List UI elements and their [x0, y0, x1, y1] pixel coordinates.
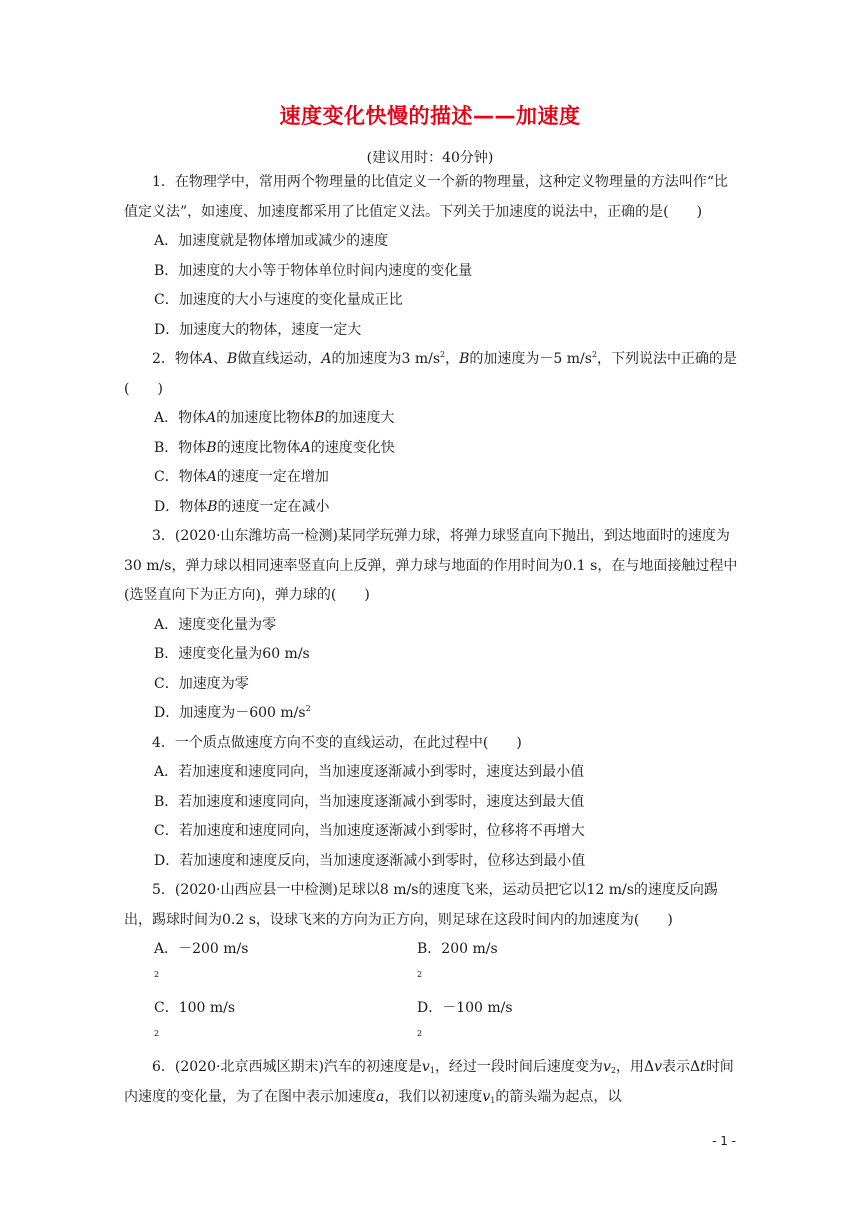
question-5-options-row-1: [124, 935, 740, 994]
question-1-option-c: C．加速度的大小与速度的变化量成正比: [154, 292, 403, 308]
question-4-option-a: A．若加速度和速度同向，当加速度逐渐减小到零时，速度达到最小值: [154, 764, 585, 780]
question-5-option-b: B．200 $m/s^2$: [417, 941, 498, 979]
question-2-option-d: D．物体B的速度一定在减小: [154, 498, 330, 515]
question-1-stem: 1．在物理学中，常用两个物理量的比值定义一个新的物理量，这种定义物理量的方法叫作“比值定义法”，如速度、加速度都采用了比值定义法。下列关于加速度的说法中，正确的是( ): [124, 174, 729, 220]
question-list: [124, 168, 740, 1112]
question-1-option-a: A．加速度就是物体增加或减少的速度: [154, 233, 389, 249]
question-3-option-c: C．加速度为零: [154, 675, 249, 692]
question-5-stem: 5．(2020·山西应县一中检测)足球以8 m/s的速度飞来，运动员把它以12 m/s的速度反向踢出，踢球时间为0.2 s，设球飞来的方向为正方向，则足球在这段时间内的加速度为( ): [124, 882, 718, 928]
question-5-option-c: C．100 $m/s^2$: [154, 1000, 236, 1038]
question-5-option-a: A．－200 $m/s^2$: [154, 941, 249, 979]
question-2-stem: 2．物体A、B做直线运动，A的加速度为3 $m/s^2$，B的加速度为－5 $m/s^2$，下列说法中正确的是( ): [124, 350, 738, 397]
page-title: 速度变化快慢的描述——加速度: [279, 104, 581, 128]
question-4-option-d: D．若加速度和速度反向，当加速度逐渐减小到零时，位移达到最小值: [154, 852, 586, 869]
suggested-time: (建议用时：40分钟): [366, 150, 494, 166]
question-5-option-d: D．－100 $m/s^2$: [417, 1000, 513, 1038]
question-1-option-d: D．加速度大的物体，速度一定大: [154, 321, 362, 338]
question-3-option-b: B．速度变化量为60 m/s: [154, 646, 310, 662]
question-3-option-d: D．加速度为－600 $m/s^2$: [154, 704, 311, 721]
question-4-stem: 4．一个质点做速度方向不变的直线运动，在此过程中( ): [152, 734, 522, 751]
question-4-option-c: C．若加速度和速度同向，当加速度逐渐减小到零时，位移将不再增大: [154, 823, 585, 839]
question-4-option-b: B．若加速度和速度同向，当加速度逐渐减小到零时，速度达到最大值: [154, 793, 585, 810]
question-3-stem: 3．(2020·山东潍坊高一检测)某同学玩弹力球，将弹力球竖直向下抛出，到达地面时的速度为30 m/s，弹力球以相同速率竖直向上反弹，弹力球与地面的作用时间为0.1 s，在与地面接触过程中(选竖直向下为正方向)，弹力球的( ): [124, 528, 738, 603]
question-2-option-a: A．物体A的加速度比物体B的加速度大: [154, 410, 395, 426]
question-3-option-a: A．速度变化量为零: [154, 616, 277, 633]
question-2-option-c: C．物体A的速度一定在增加: [154, 469, 329, 485]
question-1-option-b: B．加速度的大小等于物体单位时间内速度的变化量: [154, 262, 473, 279]
question-6-stem: 6．(2020·北京西城区期末)汽车的初速度是$v_1$，经过一段时间后速度变为$v_2$，用Δv表示Δt时间内速度的变化量，为了在图中表示加速度a，我们以初速度$v_1$的箭头端为起点，以: [124, 1059, 734, 1105]
question-5-options-row-2: [124, 994, 740, 1053]
question-2-option-b: B．物体B的速度比物体A的速度变化快: [154, 439, 395, 456]
page-number: - 1 -: [712, 1134, 736, 1148]
